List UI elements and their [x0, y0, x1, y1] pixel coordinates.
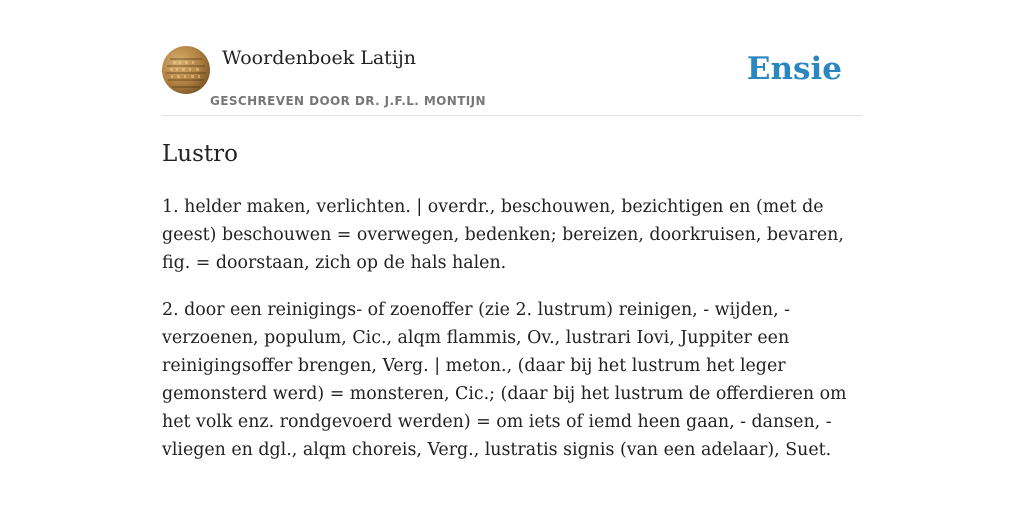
- ensie-logo[interactable]: Ensie: [746, 51, 842, 87]
- author-byline: GESCHREVEN DOOR DR. J.F.L. MONTIJN: [210, 94, 486, 108]
- entry-headword: Lustro: [162, 141, 238, 167]
- source-title[interactable]: Woordenboek Latijn: [222, 47, 417, 69]
- definition-1: 1. helder maken, verlichten. | overdr., beschouwen, bezichtigen en (met de geest) beschouwen = overwegen, bedenken; bereizen, doorkruisen, bevaren, fig. = doorstaan, zich op de hals halen.: [162, 197, 844, 273]
- definition-list: [162, 193, 862, 483]
- source-header: [162, 44, 862, 116]
- definition-2: 2. door een reinigings- of zoenoffer (zie 2. lustrum) reinigen, - wijden, - verzoenen, populum, Cic., alqm flammis, Ov., lustrari Iovi, Juppiter een reinigingsoffer brengen, Verg. | meton., (daar bij het lustrum het leger gemonsterd werd) = monsteren, Cic.; (daar bij het lustrum de offerdieren om het volk enz. rondgevoerd werden) = om iets of iemd heen gaan, - dansen, - vliegen en dgl., alqm choreis, Verg., lustratis signis (van een adelaar), Suet.: [162, 300, 847, 460]
- coin-seal-icon[interactable]: [162, 46, 210, 94]
- header-divider: [162, 115, 862, 116]
